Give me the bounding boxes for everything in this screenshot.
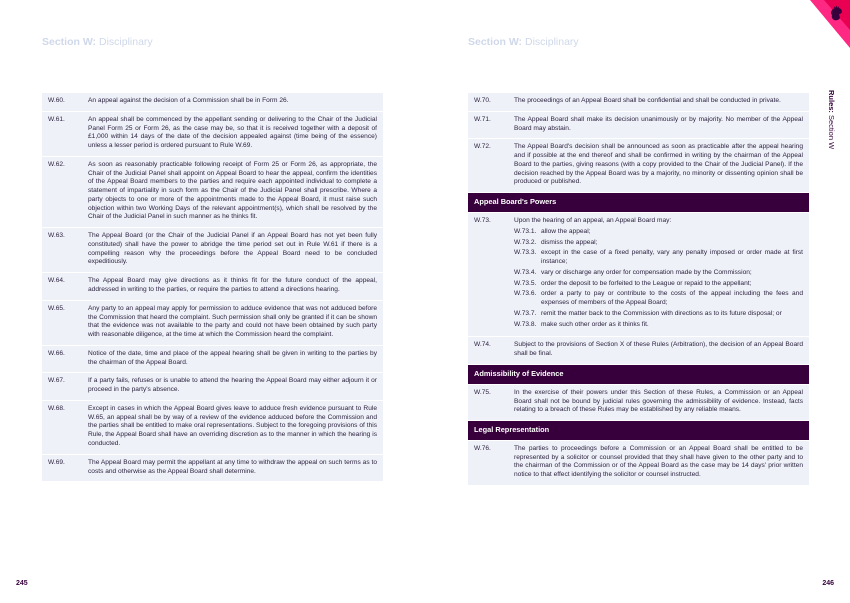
sub-rule-text: order the deposit to be forfeited to the League or repaid to the appellant; — [541, 279, 752, 287]
sub-rule — [514, 280, 803, 289]
sub-rule — [514, 239, 803, 248]
section-heading — [468, 364, 809, 384]
rules-table — [42, 93, 383, 482]
rule-row — [42, 93, 383, 111]
rule-text — [509, 212, 809, 336]
premier-league-lion-logo — [810, 0, 850, 48]
rule-text: Subject to the provisions of Section X of these Rules (Arbitration), the decision of an Appeal Board shall be final. — [509, 337, 809, 365]
rule-row — [468, 440, 809, 485]
section-heading-label: Legal Representation — [468, 421, 809, 441]
sub-rule-text: make such other order as it thinks fit. — [541, 320, 649, 328]
side-tab: Rules: Section W — [827, 90, 836, 150]
rule-row — [468, 93, 809, 111]
page-number: 246 — [822, 580, 834, 587]
rule-row — [42, 273, 383, 301]
section-heading-label: Admissibility of Evidence — [468, 364, 809, 384]
rule-number: W.72. — [468, 139, 509, 193]
rule-number: W.68. — [42, 400, 83, 454]
sub-rule-text: dismiss the appeal; — [541, 238, 598, 246]
sub-rule — [514, 310, 803, 319]
section-heading — [468, 193, 809, 213]
sub-rule-number: W.73.8. — [514, 320, 537, 328]
sub-rule-number: W.73.5. — [514, 279, 537, 287]
sub-rule-number: W.73.7. — [514, 309, 537, 317]
sub-rule — [514, 290, 803, 308]
rule-row — [42, 345, 383, 373]
sub-rule-text: allow the appeal; — [541, 227, 591, 235]
rule-text: The Appeal Board (or the Chair of the Judicial Panel if an Appeal Board has not yet been fully constituted) shall have the power to abridge the time period set out in Rule W.61 if there is a compelling reason why the proceedings before the Appeal Board need to be concluded expeditiously. — [83, 228, 383, 273]
sub-rule-number: W.73.4. — [514, 268, 537, 276]
rule-row — [42, 373, 383, 401]
sub-rule — [514, 269, 803, 278]
sub-rule-number: W.73.6. — [514, 290, 537, 298]
rule-row — [468, 111, 809, 139]
rule-text: Except in cases in which the Appeal Board gives leave to adduce fresh evidence pursuant to Rule W.65, an appeal shall be by way of a review of the evidence adduced before the Commission and the parties shall be entitled to make oral representations. Subject to the foregoing provisions of this Rule, the Appeal Board shall have an overriding discretion as to the manner in which the hearing is conducted. — [83, 400, 383, 454]
rule-text: In the exercise of their powers under this Section of these Rules, a Commission or an Appeal Board shall not be bound by judicial rules governing the admissibility of evidence. Instead, facts relating to a breach of these Rules may be established by any reliable means. — [509, 384, 809, 420]
rule-number: W.71. — [468, 111, 509, 139]
rule-number: W.65. — [42, 300, 83, 345]
rule-row — [42, 111, 383, 156]
rule-number: W.63. — [42, 228, 83, 273]
sub-rule-number: W.73.3. — [514, 249, 537, 257]
rule-text: An appeal against the decision of a Commission shall be in Form 26. — [83, 93, 383, 111]
sub-rule-text: except in the case of a fixed penalty, vary any penalty imposed or order made at first instance; — [541, 249, 803, 266]
section-heading-label: Appeal Board's Powers — [468, 193, 809, 213]
rule-row — [42, 400, 383, 454]
sub-rule — [514, 321, 803, 330]
rule-row — [468, 337, 809, 365]
rule-number: W.66. — [42, 345, 83, 373]
page-number: 245 — [16, 580, 28, 587]
sub-rule-text: remit the matter back to the Commission with directions as to its future disposal; or — [541, 309, 782, 317]
right-page — [425, 0, 850, 603]
rule-intro: Upon the hearing of an appeal, an Appeal Board may: — [514, 216, 672, 224]
rule-number: W.67. — [42, 373, 83, 401]
rule-number: W.64. — [42, 273, 83, 301]
rule-text: The Appeal Board shall make its decision unanimously or by majority. No member of the Appeal Board may abstain. — [509, 111, 809, 139]
rule-number: W.74. — [468, 337, 509, 365]
rule-text: Notice of the date, time and place of the appeal hearing shall be given in writing to the parties by the chairman of the Appeal Board. — [83, 345, 383, 373]
rule-number: W.70. — [468, 93, 509, 111]
rule-row — [42, 454, 383, 482]
sub-rule — [514, 228, 803, 237]
section-heading — [468, 421, 809, 441]
rule-row — [468, 384, 809, 420]
rule-number: W.60. — [42, 93, 83, 111]
rule-text: As soon as reasonably practicable following receipt of Form 25 or Form 26, as appropriate, the Chair of the Judicial Panel shall appoint on Appeal Board to hear the appeal, confirm the identities of the Appeal Board members to the parties and require each appointed individual to complete a statement of impartiality in such form as the Chair of the Judicial Panel shall prescribe. Where a party objects to one or more of the appointments made to the Appeal Board, it must raise such objection within two Working Days of the relevant appointment(s), which shall be resolved by the Chair of the Judicial Panel in such manner as he thinks fit. — [83, 156, 383, 227]
rule-number: W.75. — [468, 384, 509, 420]
sub-rule-text: vary or discharge any order for compensation made by the Commission; — [541, 268, 752, 276]
rule-text: The proceedings of an Appeal Board shall be confidential and shall be conducted in private. — [509, 93, 809, 111]
rule-number: W.76. — [468, 440, 509, 485]
rule-number: W.69. — [42, 454, 83, 482]
rule-text: Any party to an appeal may apply for permission to adduce evidence that was not adduced before the Commission that heard the complaint. Such permission shall only be granted if it can be shown that the evidence was not available to the party and could not have been obtained by such party with reasonable diligence, at the time at which the Commission heard the complaint. — [83, 300, 383, 345]
rule-number: W.73. — [468, 212, 509, 336]
rule-row — [42, 300, 383, 345]
rule-row — [468, 212, 809, 336]
rule-row — [468, 139, 809, 193]
sub-rule-number: W.73.2. — [514, 238, 537, 246]
rule-text: An appeal shall be commenced by the appellant sending or delivering to the Chair of the Judicial Panel Form 25 or Form 26, as the case may be, so that it is received together with a deposit of £1,000 within 14 days of the date of the decision appealed against (time being of the essence) unless a lesser period is ordered pursuant to Rule W.69. — [83, 111, 383, 156]
section-title: Section W: Disciplinary — [42, 36, 153, 48]
section-title: Section W: Disciplinary — [468, 36, 579, 48]
rule-text: The parties to proceedings before a Commission or an Appeal Board shall be entitled to be represented by a solicitor or counsel provided that they shall have given to the other party and to the chairman of the Commission or of the Appeal Board as the case may be 14 days' prior written notice to that effect identifying the solicitor or counsel instructed. — [509, 440, 809, 485]
sub-rule — [514, 249, 803, 267]
rule-text: The Appeal Board may give directions as it thinks fit for the future conduct of the appeal, addressed in writing to the parties, or require the parties to attend a directions hearing. — [83, 273, 383, 301]
rule-number: W.62. — [42, 156, 83, 227]
rule-text: If a party fails, refuses or is unable to attend the hearing the Appeal Board may either adjourn it or proceed in the party's absence. — [83, 373, 383, 401]
sub-rule-number: W.73.1. — [514, 227, 537, 235]
rule-row — [42, 156, 383, 227]
rule-number: W.61. — [42, 111, 83, 156]
rule-row — [42, 228, 383, 273]
rule-text: The Appeal Board's decision shall be announced as soon as practicable after the appeal hearing and if possible at the end thereof and shall be confirmed in writing by the chairman of the Appeal Board to the parties, giving reasons (with a copy provided to the Chair of the Judicial Panel). If the decision reached by the Appeal Board was by a majority, no minority or dissenting opinion shall be produced or published. — [509, 139, 809, 193]
rule-text: The Appeal Board may permit the appellant at any time to withdraw the appeal on such terms as to costs and otherwise as the Appeal Board shall determine. — [83, 454, 383, 482]
sub-rule-text: order a party to pay or contribute to the costs of the appeal including the fees and expenses of members of the Appeal Board; — [541, 290, 803, 307]
rules-table — [468, 93, 809, 486]
